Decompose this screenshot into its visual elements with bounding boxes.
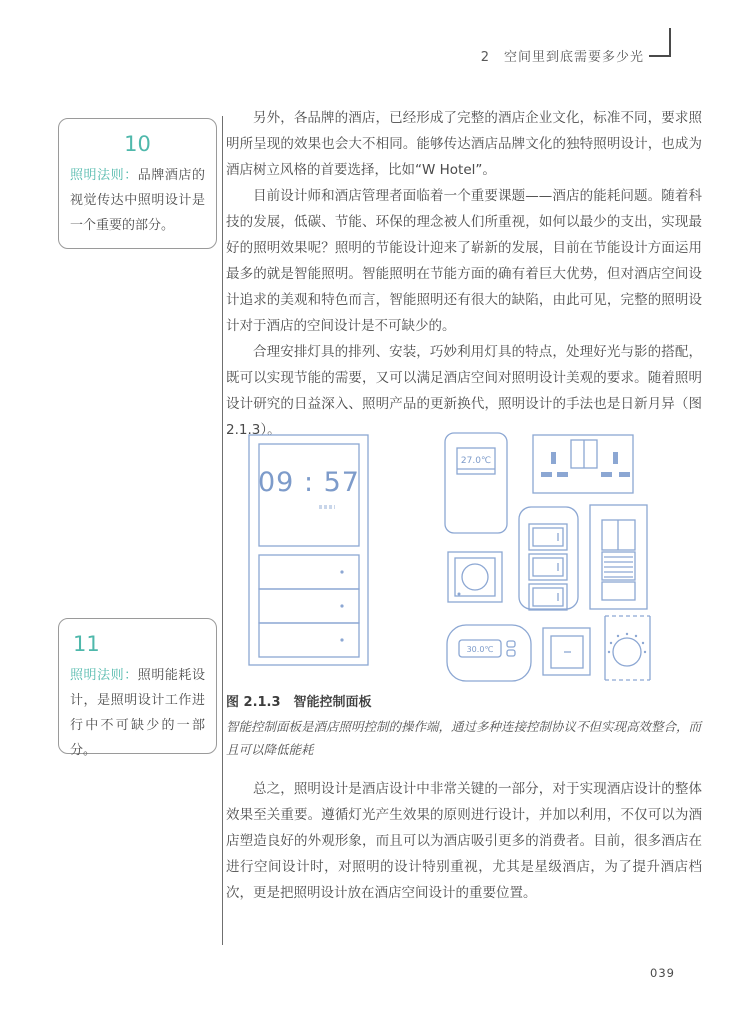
clock-panel-button-dots [340, 570, 343, 641]
rotary-dial-panel-outline [605, 616, 650, 680]
thermostat-panel-outline [445, 433, 507, 533]
rule-text [70, 163, 205, 238]
figure-caption [226, 691, 704, 761]
thermostat-temp-display: 27.0℃ [460, 456, 492, 466]
paragraph: 另外，各品牌的酒店，已经形成了完整的酒店企业文化，标准不同，要求照明所呈现的效果也会大不相同。能够传达酒店品牌文化的独特照明设计，也成为酒店树立风格的首要选择，比如“W Hotel”。 [226, 110, 702, 178]
dimmer-knob-panel-outline [448, 552, 502, 602]
rule-number: 11 [73, 632, 100, 656]
figure-caption-note: 智能控制面板是酒店照明控制的操作端，通过多种连接控制协议不但实现高效整合，而且可以降低能耗 [226, 719, 702, 757]
rule-body: 照明能耗设计，是照明设计工作进行中不可缺少的一部分。 [70, 668, 205, 758]
figure-smart-control-panels [235, 428, 665, 690]
closing-paragraph: 总之，照明设计是酒店设计中非常关键的一部分，对于实现酒店设计的整体效果至关重要。遵循灯光产生效果的原则进行设计，并加以利用，不仅可以为酒店塑造良好的外观形象，而且可以为酒店吸引更多的消费者。目前，很多酒店在进行空间设计时，对照明的设计特别重视，尤其是星级酒店，为了提升酒店档次，更是把照明设计放在酒店空间设计的重要位置。 [226, 781, 702, 901]
rule-label: 照明法则： [70, 668, 138, 683]
rule-number: 10 [124, 132, 151, 156]
paragraph: 合理安排灯具的排列、安装，巧妙利用灯具的特点，处理好光与影的搭配，既可以实现节能的需要，又可以满足酒店空间对照明设计美观的要求。随着照明设计研究的日益深入、照明产品的更新换代，照明设计的手法也是日新月异（图2.1.3）。 [226, 344, 702, 438]
chapter-header: 2 空间里到底需要多少光 [480, 50, 644, 65]
rule-label: 照明法则： [70, 168, 138, 183]
single-switch-panel-outline [543, 628, 590, 675]
rule-box-10 [58, 118, 217, 249]
paragraph: 目前设计师和酒店管理者面临着一个重要课题——酒店的能耗问题。随着科技的发展，低碳、节能、环保的理念被人们所重视，如何以最少的支出，实现最好的照明效果呢？照明的节能设计迎来了崭新的发展，目前在节能设计方面运用最多的就是智能照明。智能照明在节能方面的确有着巨大优势，但对酒店空间设计追求的美观和特色而言，智能照明还有很大的缺陷，由此可见，完整的照明设计对于酒店的空间设计是不可缺少的。 [226, 188, 702, 334]
three-button-panel-outline [519, 507, 578, 610]
rule-box-11 [58, 618, 217, 758]
dimmer-indicator-dot [458, 593, 461, 596]
column-divider-line [222, 116, 223, 945]
oval-thermostat-temp-display: 30.0℃ [466, 645, 494, 654]
rule-text [70, 663, 205, 763]
body-text [226, 105, 702, 443]
clock-time-display: 09 : 57 [258, 467, 360, 498]
page-number: 039 [650, 966, 675, 980]
stripe-dimmer-panel-outline [590, 505, 647, 609]
rule-body: 品牌酒店的视觉传达中照明设计是一个重要的部分。 [70, 168, 205, 233]
figure-caption-title: 图 2.1.3 智能控制面板 [226, 695, 372, 710]
header-bracket-line [649, 28, 671, 57]
socket-slots [541, 452, 630, 477]
